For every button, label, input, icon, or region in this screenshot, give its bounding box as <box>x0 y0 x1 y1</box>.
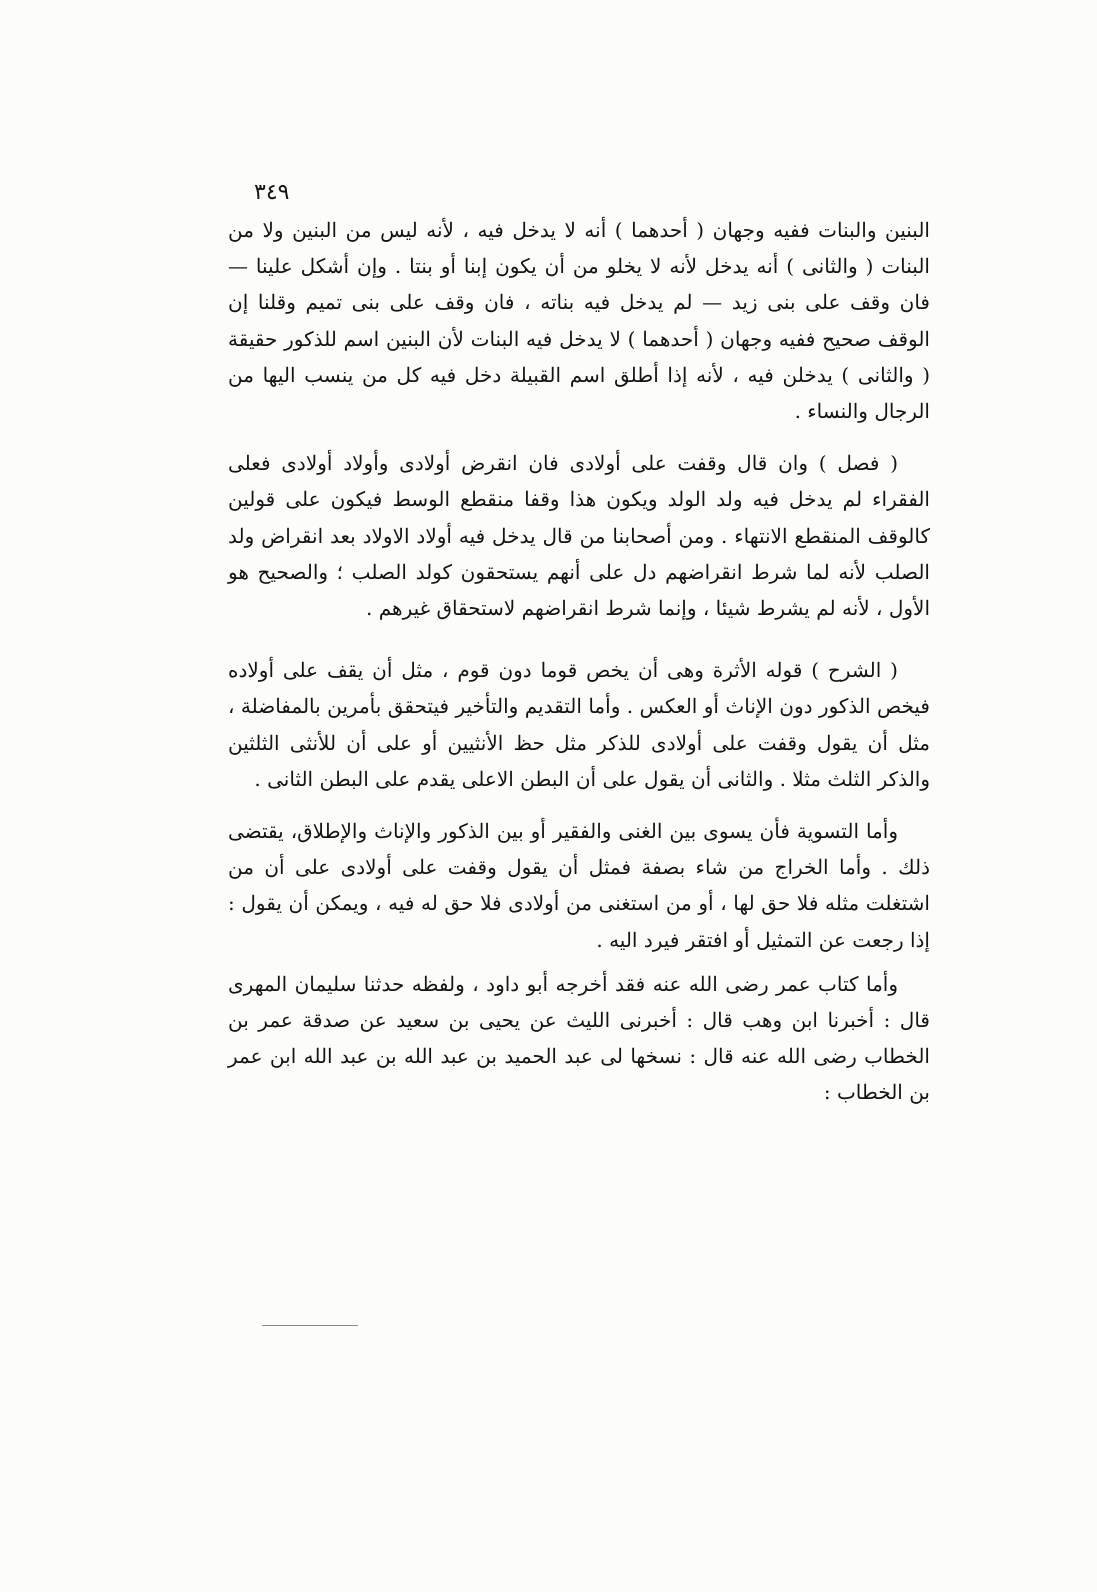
footnote-rule <box>262 1325 358 1326</box>
paragraph-1: البنين والبنات ففيه وجهان ( أحدهما ) أنه لا يدخل فيه ، لأنه ليس من البنين ولا من البنات ( والثانى ) أنه يدخل لأنه لا يخلو من أن يكون إبنا أو بنتا . وإن أشكل علينا — فان وقف على بنى زيد — لم يدخل فيه بناته ، فان وقف على بنى تميم وقلنا إن الوقف صحيح ففيه وجهان ( أحدهما ) لا يدخل فيه البنات لأن البنين اسم للذكور حقيقة ( والثانى ) يدخلن فيه ، لأنه إذا أطلق اسم القبيلة دخل فيه كل من ينسب اليها من الرجال والنساء . <box>228 218 930 424</box>
paragraph-gap <box>228 958 930 966</box>
paragraph-gap <box>228 797 930 813</box>
paragraph-5: وأما كتاب عمر رضى الله عنه فقد أخرجه أبو داود ، ولفظه حدثنا سليمان المهرى قال : أخبرنا ابن وهب قال : أخبرنى الليث عن يحيى بن سعيد عن صدقة عمر بن الخطاب رضى الله عنه قال : نسخها لى عبد الحميد بن عبد الله بن عبد الله ابن عمر بن الخطاب : <box>228 971 930 1105</box>
body-text <box>228 212 930 1111</box>
paragraph-gap <box>228 429 930 445</box>
section-gap <box>228 626 930 652</box>
page-number: ٣٤٩ <box>254 180 290 205</box>
paragraph-3: ( الشرح ) قوله الأثرة وهى أن يخص قوما دون قوم ، مثل أن يقف على أولاده فيخص الذكور دون الإناث أو العكس . وأما التقديم والتأخير فيتحقق بأمرين بالمفاضلة ، مثل أن يقول وقفت على أولادى للذكر مثل حظ الأنثيين أو على أن للأنثى الثلثين والذكر الثلث مثلا . والثانى أن يقول على أن البطن الاعلى يقدم على البطن الثانى . <box>228 658 930 791</box>
paragraph-2: ( فصل ) وان قال وقفت على أولادى فان انقرض أولادى وأولاد أولادى فعلى الفقراء لم يدخل فيه ولد الولد ويكون هذا وقفا منقطع الوسط فيكون على قولين كالوقف المنقطع الانتهاء . ومن أصحابنا من قال يدخل فيه أولاد الاولاد بعد انقراض ولد الصلب لأنه لما شرط انقراضهم دل على أنهم يستحقون كولد الصلب ؛ والصحيح هو الأول ، لأنه لم يشرط شيئا ، وإنما شرط انقراضهم لاستحقاق غيرهم . <box>228 451 930 621</box>
paragraph-4: وأما التسوية فأن يسوى بين الغنى والفقير أو بين الذكور والإناث والإطلاق، يقتضى ذلك . وأما الخراج من شاء بصفة فمثل أن يقول وقفت على أولادى على أن من اشتغلت مثله فلا حق لها ، أو من استغنى من أولادى فلا حق له فيه ، ويمكن أن يقول : إذا رجعت عن التمثيل أو افتقر فيرد اليه . <box>228 819 930 952</box>
